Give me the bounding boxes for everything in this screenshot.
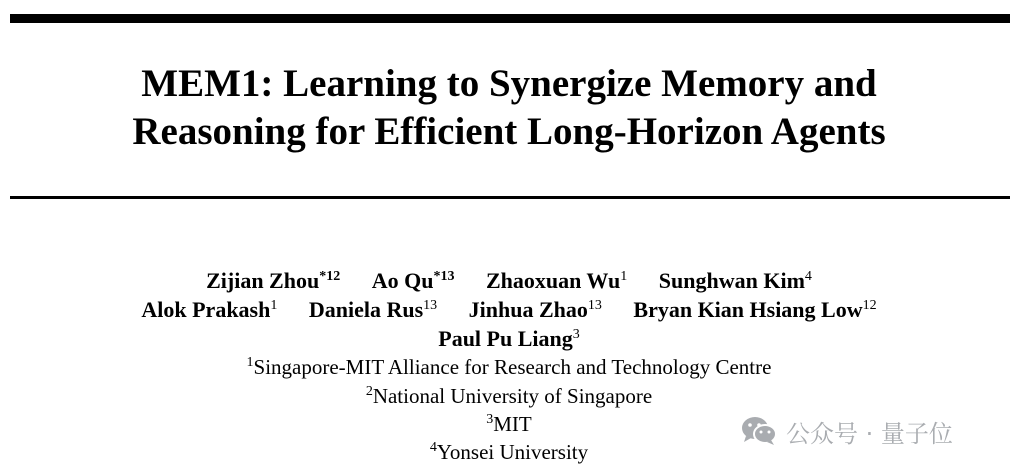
author-row-3 xyxy=(0,324,1018,354)
author-name: Bryan Kian Hsiang Low xyxy=(633,297,863,322)
affiliation-name: MIT xyxy=(493,412,532,436)
author xyxy=(633,295,876,325)
author-row-2 xyxy=(0,295,1018,325)
title-line-2: Reasoning for Efficient Long-Horizon Agents xyxy=(132,110,886,153)
author-affiliation-mark: *12 xyxy=(319,269,341,284)
author-affiliation-mark: 3 xyxy=(572,327,580,342)
affiliation-number: 3 xyxy=(486,412,494,427)
affiliation-number: 4 xyxy=(429,440,437,455)
author-name: Ao Qu xyxy=(371,268,434,293)
author-affiliation-mark: 12 xyxy=(862,298,877,313)
paper-title xyxy=(0,60,1018,156)
author-row-1 xyxy=(0,266,1018,296)
author-affiliation-mark: 13 xyxy=(423,298,438,313)
author-affiliation-mark: 4 xyxy=(804,269,812,284)
author-affiliation-mark: 13 xyxy=(587,298,602,313)
affiliation-number: 2 xyxy=(365,384,373,399)
author-name: Sunghwan Kim xyxy=(658,268,805,293)
author-name: Alok Prakash xyxy=(141,297,271,322)
wechat-icon xyxy=(740,415,778,447)
author-name: Zijian Zhou xyxy=(206,268,320,293)
watermark xyxy=(740,414,953,448)
author xyxy=(372,266,455,296)
author-name: Jinhua Zhao xyxy=(468,297,588,322)
affiliation xyxy=(0,382,1018,410)
author-affiliation-mark: *13 xyxy=(433,269,455,284)
author xyxy=(206,266,340,296)
affiliation-number: 1 xyxy=(246,355,254,370)
title-line-1: MEM1: Learning to Synergize Memory and xyxy=(141,62,877,105)
author xyxy=(659,266,812,296)
author xyxy=(141,295,277,325)
author-affiliation-mark: 1 xyxy=(270,298,278,313)
author-name: Paul Pu Liang xyxy=(438,326,573,351)
affiliation-name: National University of Singapore xyxy=(372,384,653,408)
author-affiliation-mark: 1 xyxy=(620,269,628,284)
author-name: Daniela Rus xyxy=(308,297,424,322)
author xyxy=(438,324,579,354)
affiliation xyxy=(0,353,1018,381)
bottom-rule xyxy=(10,196,1010,199)
top-rule xyxy=(10,14,1010,23)
watermark-text: 公众号 · 量子位 xyxy=(786,419,953,448)
author xyxy=(309,295,437,325)
affiliation-name: Yonsei University xyxy=(436,440,589,464)
author xyxy=(486,266,627,296)
author-name: Zhaoxuan Wu xyxy=(485,268,621,293)
author xyxy=(469,295,602,325)
affiliation-name: Singapore-MIT Alliance for Research and Technology Centre xyxy=(253,355,772,379)
